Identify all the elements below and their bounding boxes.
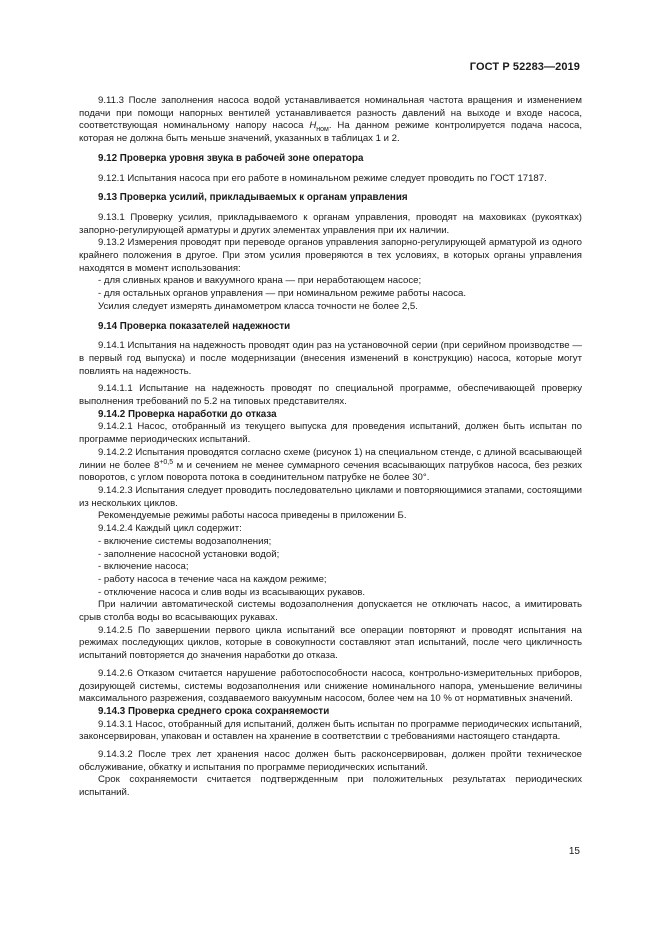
list-item: - включение системы водозаполнения; bbox=[98, 535, 272, 547]
paragraph-9-14-2-4: 9.14.2.4 Каждый цикл содержит: bbox=[98, 523, 242, 535]
paragraph-9-14-2-2 bbox=[79, 447, 582, 485]
paragraph-text: . На данном режиме контролируется подача насоса, которая не должна быть меньше значений, указанных в таблицах 1 и 2. bbox=[79, 120, 582, 145]
list-item: - работу насоса в течение часа на каждом режиме; bbox=[98, 573, 327, 585]
heading-9-13: 9.13 Проверка усилий, прикладываемых к органам управления bbox=[98, 192, 408, 204]
paragraph-9-14-2-3: 9.14.2.3 Испытания следует проводить последовательно циклами и повторяющимися этапами, состоящими из нескольких циклов. bbox=[79, 484, 582, 509]
head-symbol-subscript: ном bbox=[316, 126, 329, 134]
paragraph-9-14-2-1: 9.14.2.1 Насос, отобранный из текущего выпуска для проведения испытаний, должен быть испытан по программе периодических испытаний. bbox=[79, 421, 582, 446]
paragraph-9-14-2-6: 9.14.2.6 Отказом считается нарушение работоспособности насоса, контрольно-измерительных приборов, дозирующей системы, системы водозаполнения или снижение номинального напора, уменьшение величины максимального разрежения, создаваемого вакуумным насосом, более чем на 10 % от нормативных значений. bbox=[79, 667, 582, 705]
paragraph-text: м и сечением не менее суммарного сечения всасывающих патрубков насоса, без резких поворотов, с углом поворота потока в соединительном патрубке не более 30°. bbox=[79, 459, 582, 484]
list-item: - для сливных кранов и вакуумного крана — при неработающем насосе; bbox=[98, 275, 422, 287]
paragraph-9-11-3 bbox=[79, 95, 582, 146]
paragraph-text: 9.14.2.2 Испытания проводятся согласно схеме (рисунок 1) на специальном стенде, с длиной всасывающей линии не более 8 bbox=[79, 446, 582, 471]
list-item: - включение насоса; bbox=[98, 561, 189, 573]
paragraph-9-14-3-1: 9.14.3.1 Насос, отобранный для испытаний, должен быть испытан по программе периодических испытаний, законсервирован, упакован и оставлен на хранение в соответствии с требованиями настоящего стандарта. bbox=[79, 718, 582, 743]
list-item: - заполнение насосной установки водой; bbox=[98, 548, 280, 560]
paragraph-9-13-2: 9.13.2 Измерения проводят при переводе органов управления запорно-регулирующей арматурой из одного крайнего положения в другое. При этом усилия проверяются в тех условиях, в которых органы управления находятся в момент использования: bbox=[79, 237, 582, 274]
paragraph-9-14-1-1: 9.14.1.1 Испытание на надежность проводят по специальной программе, обеспечивающей проверку выполнения требований по 5.2 на типовых представителях. bbox=[79, 383, 582, 408]
paragraph-9-12-1: 9.12.1 Испытания насоса при его работе в номинальном режиме следует проводить по ГОСТ 17187. bbox=[98, 172, 547, 184]
heading-9-14: 9.14 Проверка показателей надежности bbox=[98, 320, 291, 332]
paragraph-9-14-3-3: Срок сохраняемости считается подтвержденным при положительных результатах периодических испытаний. bbox=[79, 774, 582, 799]
paragraph-9-14-3-2: 9.14.3.2 После трех лет хранения насос должен быть расконсервирован, должен пройти техническое обслуживание, обкатку и испытания по программе периодических испытаний. bbox=[79, 749, 582, 773]
heading-9-14-2: 9.14.2 Проверка наработки до отказа bbox=[98, 408, 277, 420]
heading-9-14-3: 9.14.3 Проверка среднего срока сохраняемости bbox=[98, 705, 330, 717]
list-item: - для остальных органов управления — при номинальном режиме работы насоса. bbox=[98, 288, 466, 300]
head-symbol: H bbox=[309, 120, 317, 132]
document-header-code: ГОСТ Р 52283—2019 bbox=[469, 61, 580, 73]
heading-9-12: 9.12 Проверка уровня звука в рабочей зоне оператора bbox=[98, 152, 364, 164]
paragraph-9-13-1: 9.13.1 Проверку усилия, прикладываемого к органам управления, проводят на маховиках (рукоятках) запорно-регулирующей арматуры и других элементах управления при их наличии. bbox=[79, 211, 582, 236]
paragraph-9-14-2-4b: При наличии автоматической системы водозаполнения допускается не отключать насос, а имитировать срыв столба воды во всасывающих рукавах. bbox=[79, 599, 582, 624]
tolerance-superscript: +0,5 bbox=[159, 458, 174, 466]
list-item: - отключение насоса и слив воды из всасывающих рукавов. bbox=[98, 586, 366, 598]
paragraph-text: 9.11.3 После заполнения насоса водой устанавливается номинальная частота вращения и изменением подачи при помощи напорных вентилей устанавливается разность давлений на выходе и входе насоса, соответствующая номинальному напору насоса bbox=[79, 95, 582, 132]
document-body bbox=[79, 95, 582, 800]
page-number: 15 bbox=[568, 846, 580, 857]
paragraph-9-14-2-5: 9.14.2.5 По завершении первого цикла испытаний все операции повторяют и проводят испытания на режимах последующих циклов, которые в совокупности составляют этап испытаний, после чего цикличность испытаний повторяется до значения наработки до отказа. bbox=[79, 624, 582, 662]
paragraph-9-14-2-3b: Рекомендуемые режимы работы насоса приведены в приложении Б. bbox=[98, 510, 407, 522]
paragraph-9-14-1: 9.14.1 Испытания на надежность проводят один раз на установочной серии (при серийном производстве — в первый год выпуска) и после модернизации (внесения изменений в конструкцию) насоса, которые могут повлиять на надежность. bbox=[79, 340, 582, 377]
paragraph-9-13-3: Усилия следует измерять динамометром класса точности не более 2,5. bbox=[98, 300, 418, 312]
